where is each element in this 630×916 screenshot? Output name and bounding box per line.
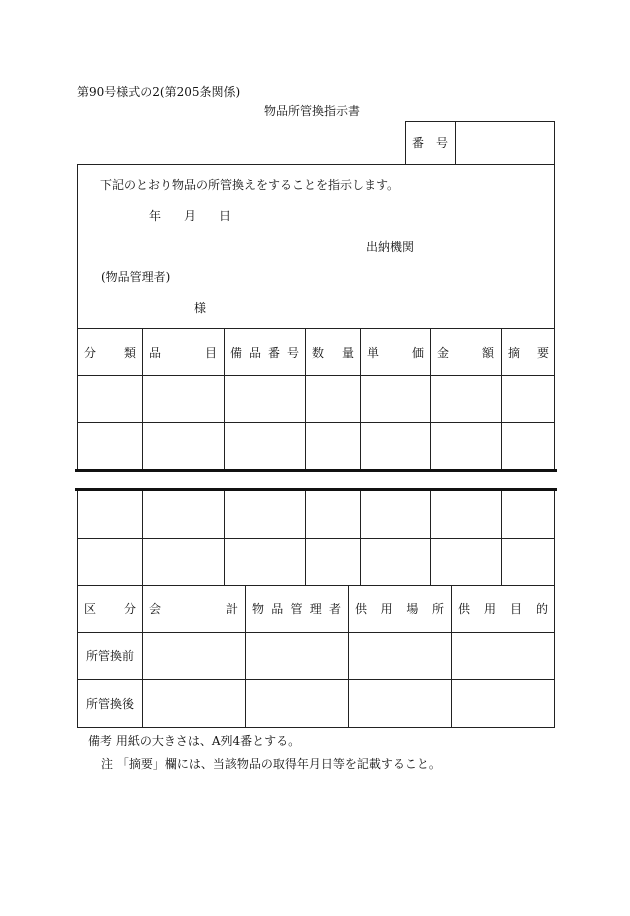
header-equipment-number: 備 品 番 号 xyxy=(230,346,299,360)
honorific: 様 xyxy=(194,301,207,315)
row-after-transfer: 所管換後 xyxy=(86,697,135,711)
date-month: 月 xyxy=(184,209,197,223)
row-before-transfer: 所管換前 xyxy=(86,649,135,663)
header-division: 区 分 xyxy=(84,602,136,616)
break-line-top xyxy=(75,469,557,472)
form-number: 第90号様式の2(第205条関係) xyxy=(77,85,241,99)
header-quantity: 数 量 xyxy=(312,346,354,360)
note-remarks: 備考 用紙の大きさは、A列4番とする。 xyxy=(88,734,301,748)
header-use-location: 供 用 場 所 xyxy=(355,602,444,616)
header-account: 会 計 xyxy=(149,602,238,616)
header-remarks: 摘 要 xyxy=(508,346,549,360)
header-item: 品 目 xyxy=(149,346,217,360)
header-use-purpose: 供 用 目 的 xyxy=(458,602,548,616)
instruction-text: 下記のとおり物品の所管換えをすることを指示します。 xyxy=(100,178,400,192)
break-line-bottom xyxy=(75,488,557,491)
number-label: 番 号 xyxy=(412,136,448,150)
note-caution: 注 「摘要」欄には、当該物品の取得年月日等を記載すること。 xyxy=(101,757,441,771)
header-unit-price: 単 価 xyxy=(367,346,424,360)
form-title: 物品所管換指示書 xyxy=(264,104,361,118)
header-amount: 金 額 xyxy=(437,346,494,360)
header-property-manager: 物 品 管 理 者 xyxy=(252,602,341,616)
manager-label: (物品管理者) xyxy=(101,270,171,284)
number-field[interactable] xyxy=(456,122,554,163)
date-day: 日 xyxy=(219,209,232,223)
issuer-label: 出納機関 xyxy=(366,240,415,254)
header-category: 分 類 xyxy=(84,346,136,360)
date-year: 年 xyxy=(149,209,162,223)
